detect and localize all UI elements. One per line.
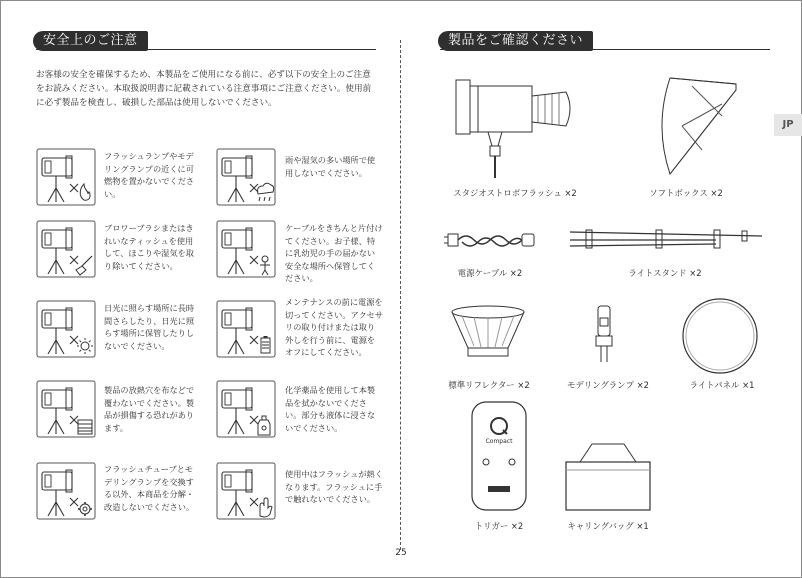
language-tab: JP <box>774 114 802 136</box>
item-label-reflector: 標準リフレクター ×2 <box>448 380 530 390</box>
power-cable-illustration <box>444 226 540 254</box>
item-label-modeling-lamp: モデリングランプ ×2 <box>567 380 649 390</box>
package-heading: 製品をご確認ください <box>438 31 593 51</box>
safety-heading: 安全上のご注意 <box>33 31 148 51</box>
item-label-cable: 電源ケーブル ×2 <box>457 268 523 278</box>
item-label-stand: ライトスタンド ×2 <box>628 268 702 278</box>
warning-text-4: ケーブルをきちんと片付けてください。お子様、特に乳幼児の手の届かない安全な場所へ保管してください。 <box>285 223 383 284</box>
chemical-icon <box>216 380 276 438</box>
warning-text-5: 日光に照らす場所に長時間さらしたり、日光に照らす場所に保管したりしないでください。 <box>104 303 195 351</box>
trigger-brand-label: Compact <box>485 438 513 445</box>
studio-flash-illustration <box>448 74 580 182</box>
sun-icon <box>36 300 96 358</box>
reflector-illustration <box>448 304 528 362</box>
hand-icon <box>216 462 276 520</box>
light-stand-illustration <box>566 222 764 256</box>
softbox-illustration <box>652 76 742 176</box>
cloth-icon <box>36 380 96 438</box>
flame-icon <box>36 148 96 206</box>
rain-cloud-icon <box>216 148 276 206</box>
item-label-flash: スタジオストロボフラッシュ ×2 <box>453 188 577 198</box>
page-number: 25 <box>395 548 407 558</box>
gear-icon <box>36 462 96 520</box>
warning-text-7: 製品の放熱穴を布などで覆わないでください。製品が損傷する恐れがあります。 <box>104 385 195 433</box>
child-icon <box>216 220 276 278</box>
carrying-bag-illustration <box>562 440 654 514</box>
warning-text-6: メンテナンスの前に電源を切ってください。アクセサリの取り付けまたは取り外しを行う前に、電源をオフにしてください。 <box>285 297 384 358</box>
warning-text-9: フラッシュチューブとモデリングランプを交換する以外、本商品を分解・改造しないでください。 <box>104 464 195 512</box>
warning-text-8: 化学薬品を使用して本製品を拭かないでください。部分も液体に浸さないでください。 <box>285 385 376 433</box>
battery-icon <box>216 300 276 358</box>
warning-text-10: 使用中はフラッシュが熱くなります。フラッシュに手で触れないでください。 <box>285 469 383 505</box>
brush-icon <box>36 220 96 278</box>
warning-text-2: 雨や湿気の多い場所で使用しないでください。 <box>285 155 376 178</box>
item-label-trigger: トリガー ×2 <box>474 521 524 531</box>
warning-text-1: フラッシュランプやモデリングランプの近くに可燃物を置かないでください。 <box>104 151 195 199</box>
item-label-bag: キャリングバッグ ×1 <box>567 521 649 531</box>
page-divider <box>400 40 401 550</box>
warning-text-3: ブロワーブラシまたはきれいなティッシュを使用して、ほこりや湿気を取り除いてください。 <box>104 223 194 271</box>
item-label-softbox: ソフトボックス ×2 <box>649 188 723 198</box>
modeling-lamp-illustration <box>592 304 616 364</box>
intro-paragraph: お客様の安全を確保するため、本製品をご使用になる前に、必ず以下の安全上のご注意をお読みください。本取扱説明書に記載されている注意事項にご注意ください。使用前に必ず製品を検査し、破損した部品は使用しないでください。 <box>36 70 372 108</box>
item-label-light-panel: ライトパネル ×1 <box>689 380 755 390</box>
trigger-illustration <box>470 400 528 512</box>
light-panel-illustration <box>680 296 760 376</box>
